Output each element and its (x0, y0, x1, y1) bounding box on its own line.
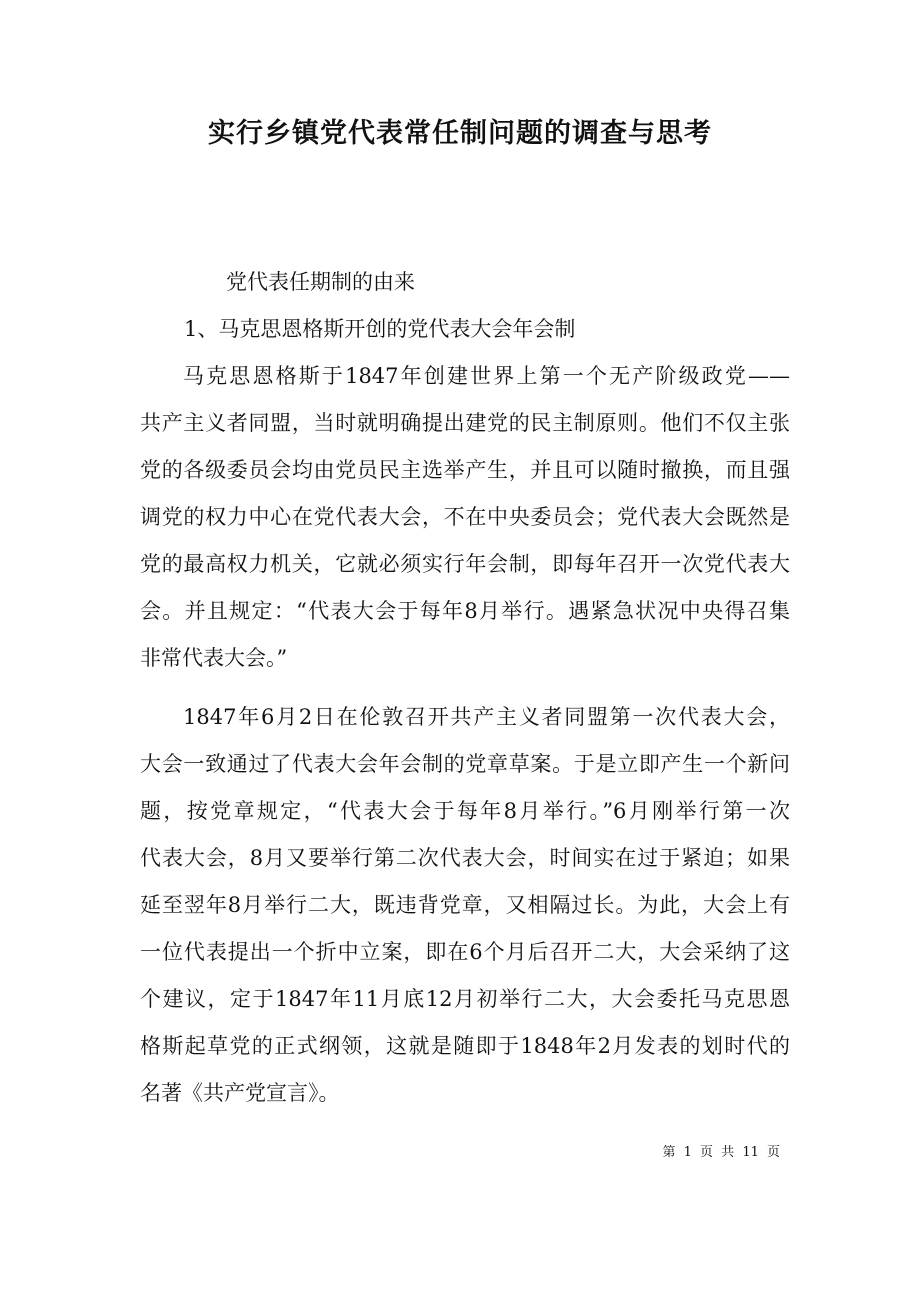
paragraph-line: 延至翌年8月举行二大，既违背党章，又相隔过长。为此，大会上有 (140, 893, 790, 917)
page-number: 第 1 页 共 11 页 (662, 1145, 780, 1160)
subsection-heading: 1、马克思恩格斯开创的党代表大会年会制 (184, 317, 576, 341)
paragraph-line: 题，按党章规定，“代表大会于每年8月举行。”6月刚举行第一次 (140, 799, 790, 823)
paragraph-line: 非常代表大会。” (140, 646, 288, 670)
paragraph-line: 个建议，定于1847年11月底12月初举行二大，大会委托马克思恩 (140, 987, 790, 1011)
section-heading: 党代表任期制的由来 (226, 270, 415, 294)
paragraph-line: 大会一致通过了代表大会年会制的党章草案。于是立即产生一个新问 (140, 752, 790, 776)
paragraph-line: 名著《共产党宣言》。 (140, 1081, 340, 1105)
document-title: 实行乡镇党代表常任制问题的调查与思考 (208, 118, 712, 149)
paragraph-line: 共产主义者同盟，当时就明确提出建党的民主制原则。他们不仅主张 (140, 411, 790, 435)
paragraph-line: 一位代表提出一个折中立案，即在6个月后召开二大，大会采纳了这 (140, 940, 790, 964)
paragraph-line: 格斯起草党的正式纲领，这就是随即于1848年2月发表的划时代的 (140, 1034, 790, 1058)
paragraph-line: 调党的权力中心在党代表大会，不在中央委员会；党代表大会既然是 (140, 505, 790, 529)
paragraph-line: 会。并且规定：“代表大会于每年8月举行。遇紧急状况中央得召集 (140, 599, 790, 623)
paragraph-line: 党的最高权力机关，它就必须实行年会制，即每年召开一次党代表大 (140, 552, 790, 576)
paragraph-line: 党的各级委员会均由党员民主选举产生，并且可以随时撤换，而且强 (140, 458, 790, 482)
paragraph-line: 1847年6月2日在伦敦召开共产主义者同盟第一次代表大会， (183, 705, 790, 729)
paragraph-line: 马克思恩格斯于1847年创建世界上第一个无产阶级政党—— (183, 364, 790, 388)
paragraph-line: 代表大会，8月又要举行第二次代表大会，时间实在过于紧迫；如果 (140, 846, 790, 870)
